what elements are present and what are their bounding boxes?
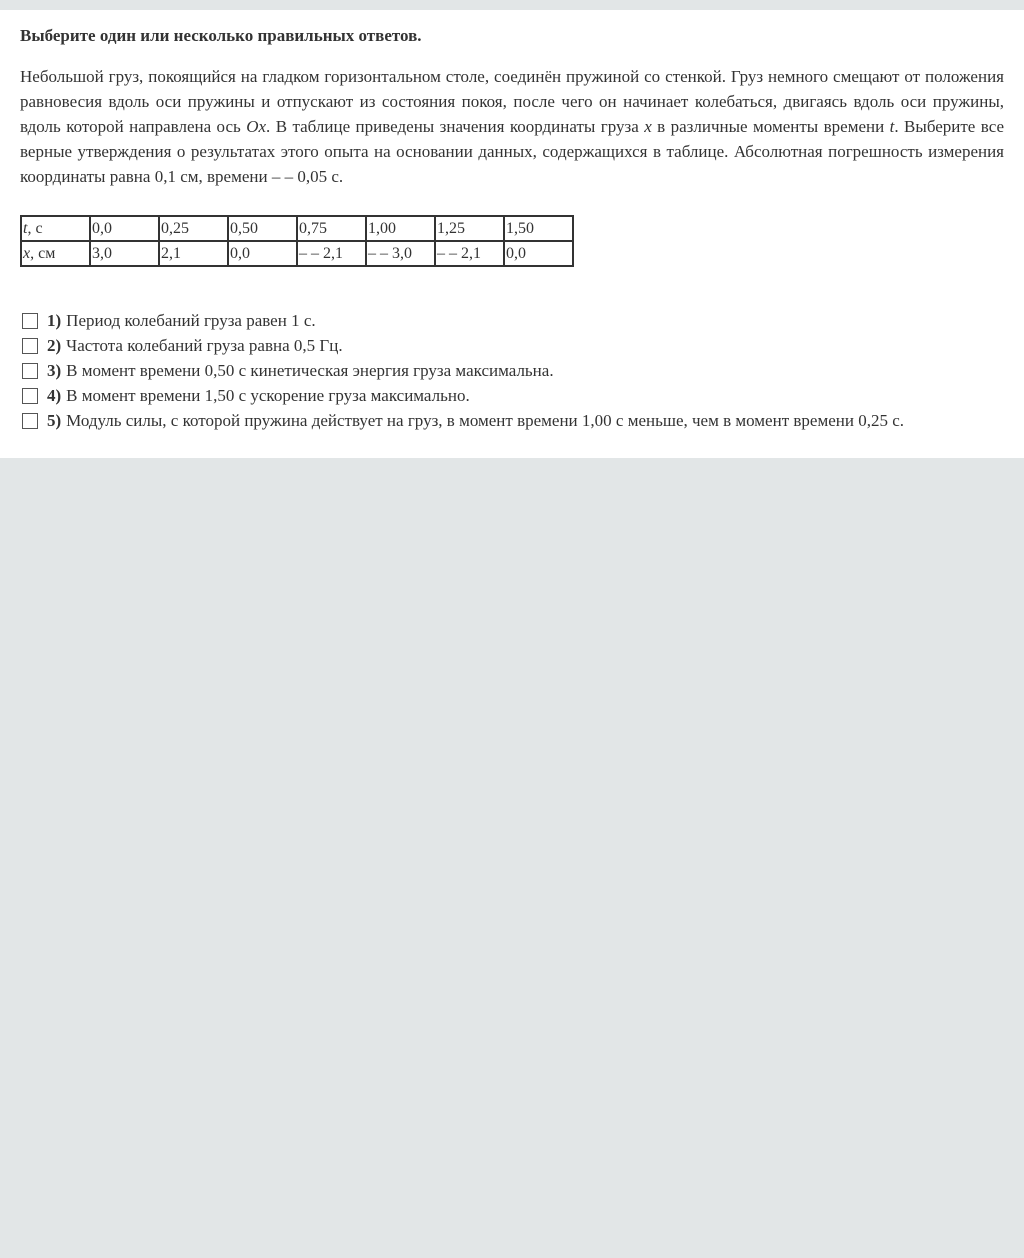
table-cell: – – 3,0 xyxy=(366,241,435,266)
table-row-coordinate xyxy=(21,241,573,266)
answer-options xyxy=(22,308,904,433)
answer-option-5[interactable] xyxy=(22,408,904,433)
table-cell: 1,00 xyxy=(366,216,435,241)
table-cell: 0,0 xyxy=(504,241,573,266)
answer-number: 2) xyxy=(47,335,62,355)
time-var: t xyxy=(23,219,28,237)
table-header-time xyxy=(21,216,90,241)
table-cell: – – 2,1 xyxy=(435,241,504,266)
table-cell: 0,0 xyxy=(228,241,297,266)
table-cell: 0,0 xyxy=(90,216,159,241)
table-cell: 0,50 xyxy=(228,216,297,241)
answer-number: 5) xyxy=(47,410,62,430)
answer-number: 4) xyxy=(47,385,62,405)
table-header-coordinate xyxy=(21,241,90,266)
problem-text-4: . Выберите все верные утверждения о результатах этого опыта на основании данных, содержащихся в таблице. Абсолютная погрешность измерения координаты равна 0,1 см, времени – – 0,05 с. xyxy=(20,117,1005,186)
table-cell: 0,75 xyxy=(297,216,366,241)
table-cell: – – 2,1 xyxy=(297,241,366,266)
answer-text: Период колебаний груза равен 1 с. xyxy=(66,310,316,330)
answer-text: Частота колебаний груза равна 0,5 Гц. xyxy=(66,335,343,355)
table-cell: 2,1 xyxy=(159,241,228,266)
answer-checkbox-4[interactable] xyxy=(22,388,38,404)
problem-statement xyxy=(20,64,1004,189)
answer-text: В момент времени 1,50 с ускорение груза максимально. xyxy=(66,385,470,405)
answer-option-4[interactable] xyxy=(22,383,904,408)
answer-checkbox-1[interactable] xyxy=(22,313,38,329)
answer-option-3[interactable] xyxy=(22,358,904,383)
table-cell: 3,0 xyxy=(90,241,159,266)
axis-label: Ox xyxy=(246,117,267,136)
t-variable: t xyxy=(889,117,895,136)
coordinate-var: x xyxy=(23,244,31,262)
answer-checkbox-3[interactable] xyxy=(22,363,38,379)
data-table xyxy=(20,215,574,267)
answer-number: 1) xyxy=(47,310,62,330)
answer-checkbox-5[interactable] xyxy=(22,413,38,429)
time-unit: , с xyxy=(27,219,43,237)
answer-text: В момент времени 0,50 с кинетическая энергия груза максимальна. xyxy=(66,360,554,380)
answer-text: Модуль силы, с которой пружина действует на груз, в момент времени 1,00 с меньше, чем в момент времени 0,25 с. xyxy=(66,410,904,430)
instruction-heading: Выберите один или несколько правильных ответов. xyxy=(20,26,422,45)
answer-option-1[interactable] xyxy=(22,308,904,333)
table-cell: 1,50 xyxy=(504,216,573,241)
x-variable: x xyxy=(644,117,652,136)
answer-option-2[interactable] xyxy=(22,333,904,358)
table-cell: 1,25 xyxy=(435,216,504,241)
answer-number: 3) xyxy=(47,360,62,380)
table-cell: 0,25 xyxy=(159,216,228,241)
problem-text-1: Небольшой груз, покоящийся на гладком горизонтальном столе, соединён пружиной со стенкой. Груз немного смещают от положения равновесия вдоль оси пружины и отпускают из состояния покоя, после чего он начинает колебаться, двигаясь вдоль оси пружины, вдоль которой направлена ось xyxy=(20,67,1004,136)
question-card xyxy=(0,10,1024,458)
answer-checkbox-2[interactable] xyxy=(22,338,38,354)
problem-text-2: . В таблице приведены значения координаты груза xyxy=(266,117,645,136)
coordinate-unit: , см xyxy=(30,244,56,262)
table-row-time xyxy=(21,216,573,241)
problem-text-3: в различные моменты времени xyxy=(651,117,890,136)
